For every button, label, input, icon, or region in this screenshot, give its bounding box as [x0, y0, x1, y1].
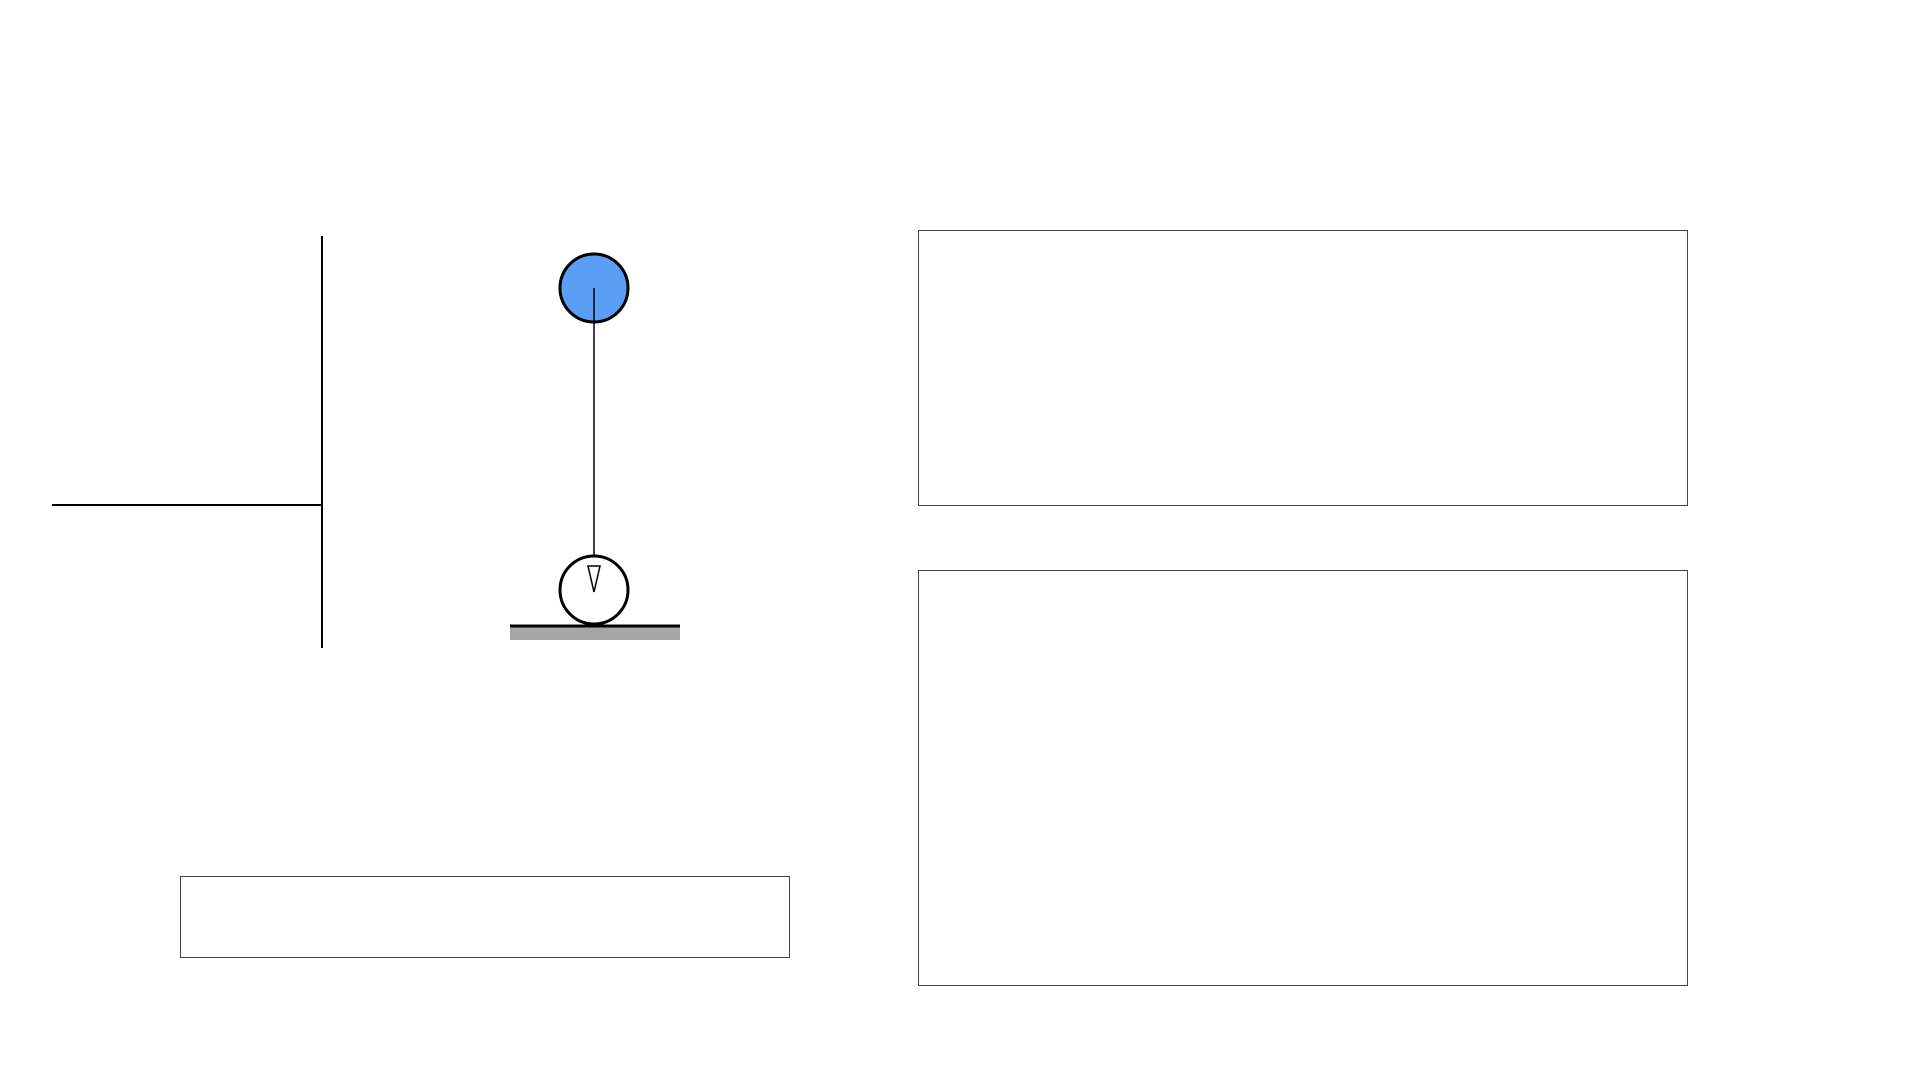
- given-block: [50, 236, 322, 648]
- step2-box: [918, 570, 1688, 986]
- given-divider-vertical: [321, 236, 323, 648]
- given-velocity: [66, 442, 324, 589]
- ground: [510, 626, 680, 640]
- step1-box: [918, 230, 1688, 506]
- given-divider-horizontal: [52, 504, 322, 506]
- falling-ball-diagram: [500, 240, 700, 660]
- answer-box: [180, 876, 790, 958]
